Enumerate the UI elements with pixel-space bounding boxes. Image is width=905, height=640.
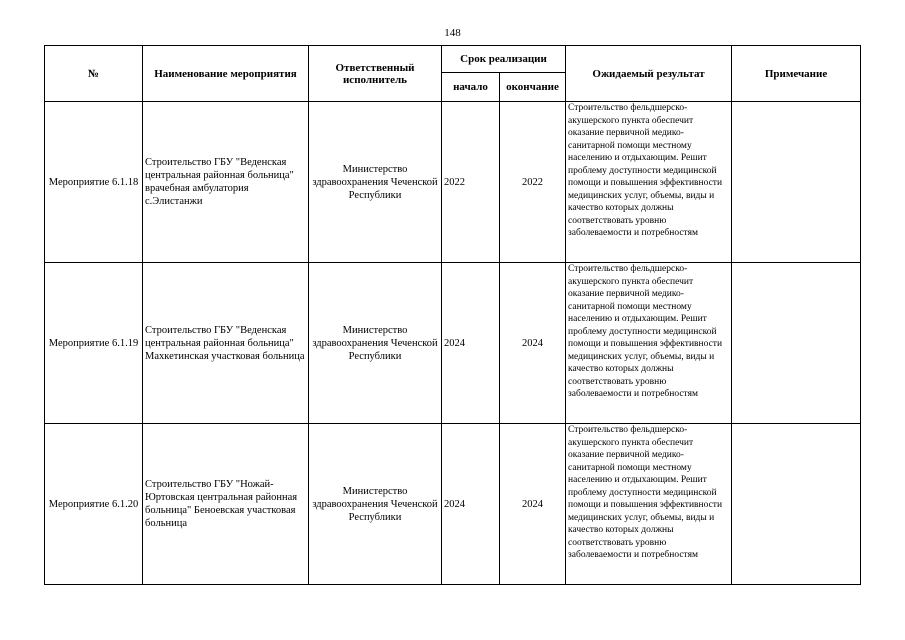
activities-table bbox=[44, 45, 861, 585]
cell-responsible: Министерство здравоохранения Чеченской Республики bbox=[309, 102, 442, 263]
cell-note bbox=[732, 424, 861, 585]
cell-result bbox=[566, 102, 732, 263]
cell-name: Строительство ГБУ "Ножай-Юртовская центральная районная больница" Беноевская участковая больница bbox=[143, 424, 309, 585]
cell-start: 2024 bbox=[442, 424, 500, 585]
cell-end: 2024 bbox=[500, 424, 566, 585]
cell-end: 2022 bbox=[500, 102, 566, 263]
cell-name: Строительство ГБУ "Веденская центральная районная больница" Махкетинская участковая больница bbox=[143, 263, 309, 424]
cell-result bbox=[566, 424, 732, 585]
table-row bbox=[45, 263, 861, 424]
cell-note bbox=[732, 263, 861, 424]
header-result: Ожидаемый результат bbox=[566, 46, 732, 102]
header-end: окончание bbox=[500, 73, 566, 102]
table-row bbox=[45, 102, 861, 263]
header-row bbox=[45, 46, 861, 73]
cell-responsible: Министерство здравоохранения Чеченской Республики bbox=[309, 424, 442, 585]
cell-start: 2024 bbox=[442, 263, 500, 424]
table-row bbox=[45, 424, 861, 585]
result-text: Строительство фельдшерско-акушерского пункта обеспечит оказание первичной медико-санитарной помощи местному населению и отдыхающим. Решит проблему доступности медицинской помощи и повышения эффективности медицинских услуг, объемы, виды и качество которых должны соответствовать уровню заболеваемости и потребностям bbox=[568, 103, 723, 238]
header-name: Наименование мероприятия bbox=[143, 46, 309, 102]
header-period: Срок реализации bbox=[442, 46, 566, 73]
cell-num: Мероприятие 6.1.20 bbox=[45, 424, 143, 585]
header-num: № bbox=[45, 46, 143, 102]
result-text: Строительство фельдшерско-акушерского пункта обеспечит оказание первичной медико-санитарной помощи местному населению и отдыхающим. Решит проблему доступности медицинской помощи и повышения эффективности медицинских услуг, объемы, виды и качество которых должны соответствовать уровню заболеваемости и потребностям bbox=[568, 425, 723, 560]
header-note: Примечание bbox=[732, 46, 861, 102]
result-text: Строительство фельдшерско-акушерского пункта обеспечит оказание первичной медико-санитарной помощи местному населению и отдыхающим. Решит проблему доступности медицинской помощи и повышения эффективности медицинских услуг, объемы, виды и качество которых должны соответствовать уровню заболеваемости и потребностям bbox=[568, 264, 723, 399]
cell-num: Мероприятие 6.1.19 bbox=[45, 263, 143, 424]
header-responsible: Ответственный исполнитель bbox=[309, 46, 442, 102]
cell-end: 2024 bbox=[500, 263, 566, 424]
cell-start: 2022 bbox=[442, 102, 500, 263]
cell-result bbox=[566, 263, 732, 424]
cell-num: Мероприятие 6.1.18 bbox=[45, 102, 143, 263]
cell-name: Строительство ГБУ "Веденская центральная районная больница" врачебная амбулатория с.Элистанжи bbox=[143, 102, 309, 263]
page-number: 148 bbox=[444, 27, 461, 39]
cell-responsible: Министерство здравоохранения Чеченской Республики bbox=[309, 263, 442, 424]
header-start: начало bbox=[442, 73, 500, 102]
cell-note bbox=[732, 102, 861, 263]
